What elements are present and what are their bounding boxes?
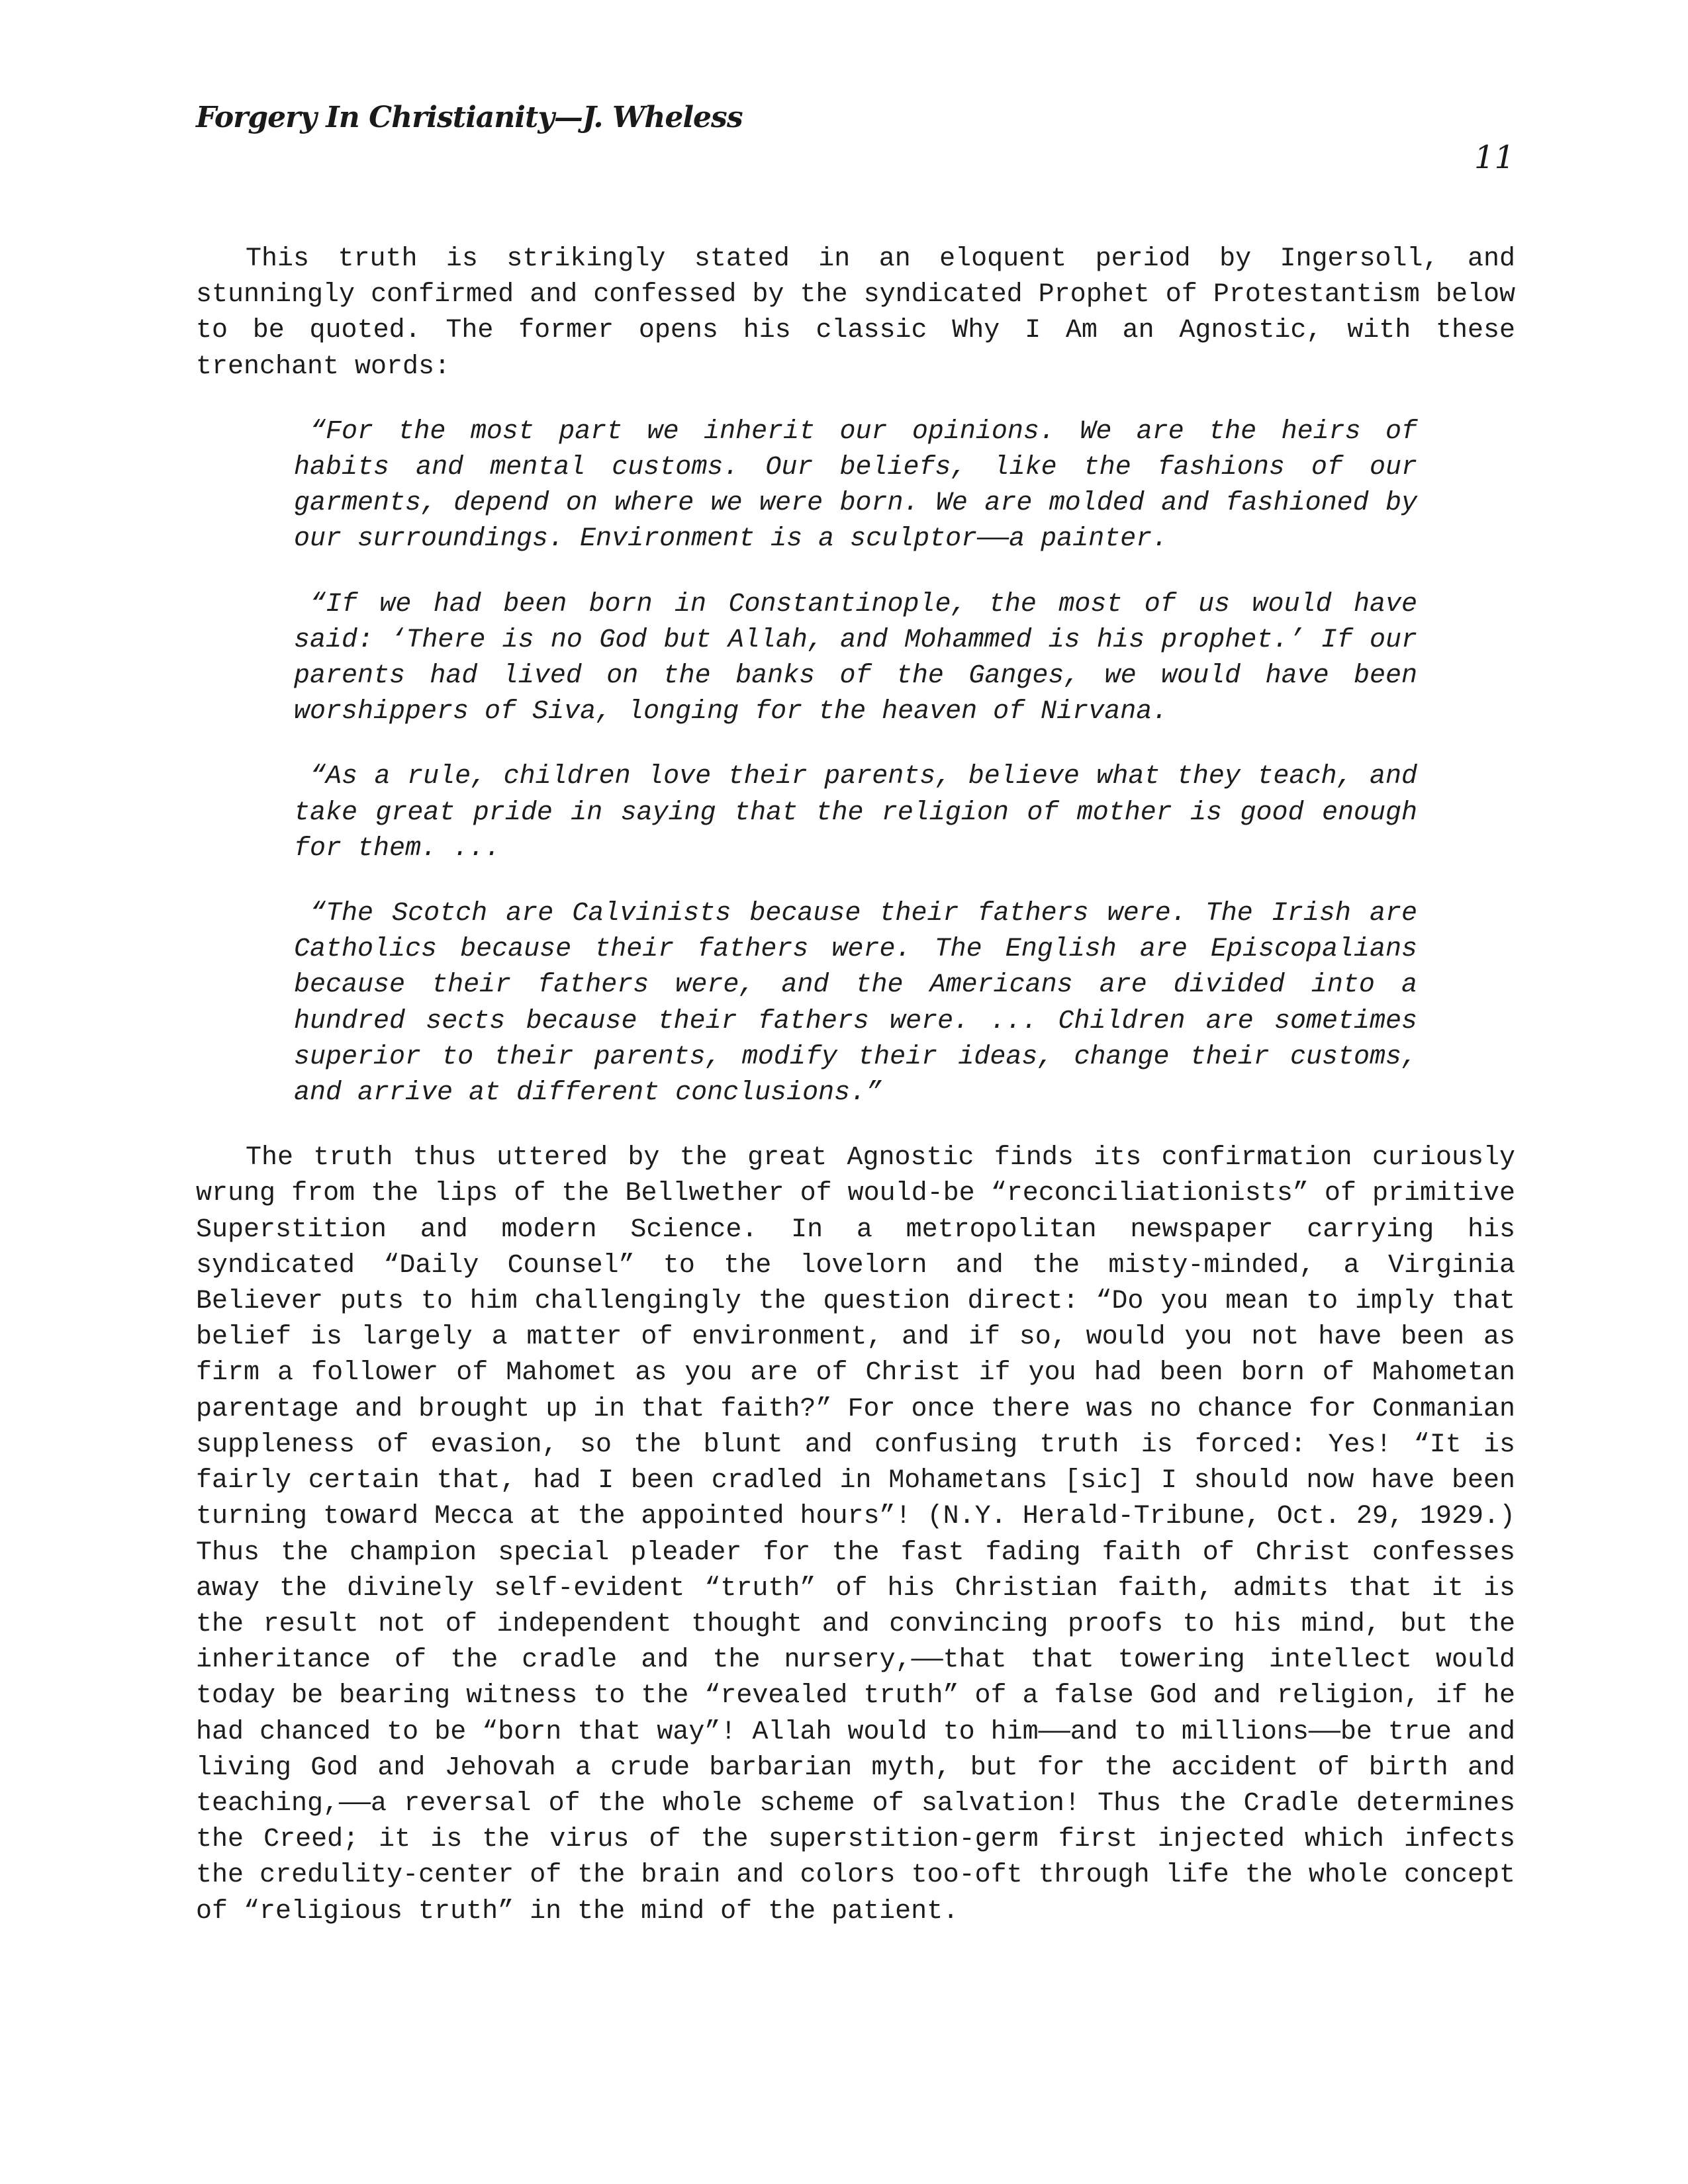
quote-paragraph: “If we had been born in Constantinople, the most of us would have said: ‘There is no God but Allah, and Mohammed is his prophet.’ If our parents had lived on the banks of the Ganges, we would have been worshippers of Siva, longing for the heaven of Nirvana. [294, 589, 1417, 727]
block-quote [294, 414, 1417, 1111]
quote-paragraph: “The Scotch are Calvinists because their fathers were. The Irish are Catholics because their fathers were. The English are Episcopalians because their fathers were, and the Americans are divided into a hundred sects because their fathers were. ... Children are sometimes superior to their parents, modify their ideas, change their customs, and arrive at different conclusions.” [294, 899, 1417, 1109]
body-text [196, 242, 1515, 1930]
running-header-title: Forgery In Christianity—J. Wheless [196, 101, 743, 134]
quote-paragraph: “For the most part we inherit our opinions. We are the heirs of habits and mental customs. Our beliefs, like the fashions of our garments, depend on where we were born. We are molded and fashioned by our surroundings. Environment is a sculptor——a painter. [294, 416, 1417, 555]
intro-paragraph: This truth is strikingly stated in an eloquent period by Ingersoll, and stunningly confirmed and confessed by the syndicated Prophet of Protestantism below to be quoted. The former opens his classic Why I Am an Agnostic, with these trenchant words: [196, 244, 1515, 382]
closing-paragraph: The truth thus uttered by the great Agnostic finds its confirmation curiously wrung from the lips of the Bellwether of would-be “reconciliationists” of primitive Superstition and modern Science. In a metropolitan newspaper carrying his syndicated “Daily Counsel” to the lovelorn and the misty-minded, a Virginia Believer puts to him challengingly the question direct: “Do you mean to imply that belief is largely a matter of environment, and if so, would you not have been as firm a follower of Mahomet as you are of Christ if you had been born of Mahometan parentage and brought up in that faith?” For once there was no chance for Conmanian suppleness of evasion, so the blunt and confusing truth is forced: Yes! “It is fairly certain that, had I been cradled in Mohametans [sic] I should now have been turning toward Mecca at the appointed hours”! (N.Y. Herald-Tribune, Oct. 29, 1929.) Thus the champion special pleader for the fast fading faith of Christ confesses away the divinely self-evident “truth” of his Christian faith, admits that it is the result not of independent thought and convincing proofs to his mind, but the inheritance of the cradle and the nursery,——that that towering intellect would today be bearing witness to the “revealed truth” of a false God and religion, if he had chanced to be “born that way”! Allah would to him——and to millions——be true and living God and Jehovah a crude barbarian myth, but for the accident of birth and teaching,——a reversal of the whole scheme of salvation! Thus the Cradle determines the Creed; it is the virus of the superstition-germ first injected which infects the credulity-center of the brain and colors too-oft through life the whole concept of “religious truth” in the mind of the patient. [196, 1143, 1515, 1927]
quote-paragraph: “As a rule, children love their parents, believe what they teach, and take great pride in saying that the religion of mother is good enough for them. ... [294, 762, 1417, 864]
page-number: 11 [1474, 139, 1515, 176]
